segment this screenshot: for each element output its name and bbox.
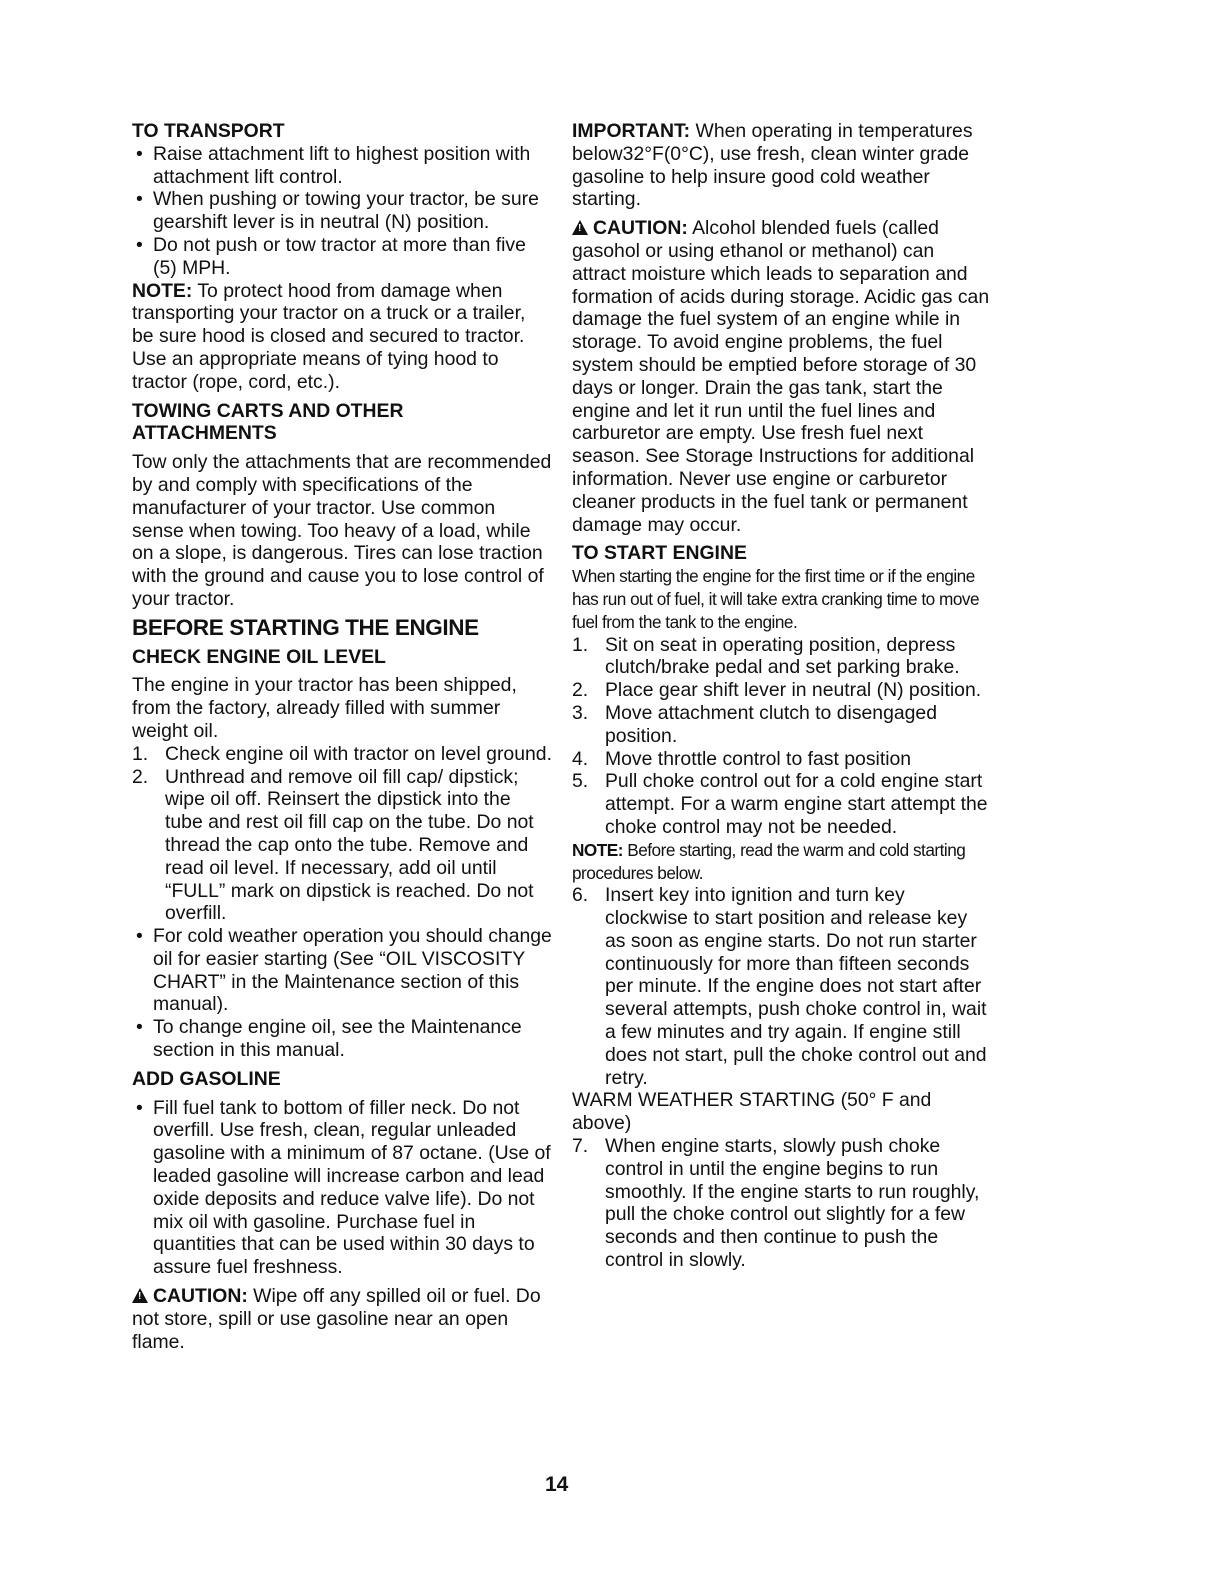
step-number: 2.	[572, 679, 589, 702]
step-number: 2.	[132, 765, 149, 788]
transport-note	[132, 280, 552, 394]
important-label: IMPORTANT:	[572, 120, 691, 142]
step-number: 3.	[572, 701, 589, 724]
warm-weather-heading: WARM WEATHER STARTING (50° F and above)	[572, 1089, 932, 1135]
step-number: 5.	[572, 770, 589, 793]
start-note	[572, 839, 992, 885]
note-text: Before starting, read the warm and cold starting procedures below.	[572, 839, 966, 883]
start-steps-continued	[572, 884, 992, 1089]
transport-heading: TO TRANSPORT	[132, 120, 285, 142]
step-text: Unthread and remove oil fill cap/ dipstick; wipe oil off. Reinsert the dipstick into the tube and rest oil fill cap on the tube. Do not thread the cap onto the tube. Remove and read oil level. If necessary, add oil until “FULL” mark on dipstick is reached. Do not overfill.	[165, 765, 534, 925]
step-text: Pull choke control out for a cold engine start attempt. For a warm engine start attempt the choke control may not be needed.	[605, 770, 988, 838]
start-intro: When starting the engine for the first time or if the engine has run out of fuel, it will take extra cranking time to move fuel from the tank to the engine.	[572, 566, 980, 632]
page-number: 14	[545, 1473, 569, 1496]
list-item: • Raise attachment lift to highest position with attachment lift control.	[132, 143, 552, 189]
step-number: 1.	[572, 633, 589, 656]
list-item	[572, 770, 992, 838]
oil-heading: CHECK ENGINE OIL LEVEL	[132, 645, 386, 668]
note-label: NOTE:	[572, 839, 623, 860]
list-item	[572, 679, 992, 702]
caution-text: Alcohol blended fuels (called gasohol or using ethanol or methanol) can attract moisture which leads to separation and formation of acids during storage. Acidic gas can damage the fuel system of an engine while in storage. To avoid engine problems, the fuel system should be emptied before storage of 30 days or longer. Drain the gas tank, start the engine and let it run until the fuel lines and carburetor are empty. Use fresh fuel next season. See Storage Instructions for additional information. Never use engine or carburetor cleaner products in the fuel tank or permanent damage may occur.	[572, 217, 990, 536]
list-item	[572, 634, 992, 680]
step-text: When engine starts, slowly push choke control in until the engine begins to run smoothly. If the engine starts to run roughly, pull the choke control out slightly for a few seconds and then continue to push the control in slowly.	[605, 1135, 980, 1272]
caution-label: CAUTION:	[153, 1285, 248, 1308]
list-item: • When pushing or towing your tractor, be sure gearshift lever is in neutral (N) position.	[132, 188, 552, 234]
right-column	[572, 120, 992, 1272]
warning-icon	[132, 1288, 148, 1303]
step-text: Move throttle control to fast position	[605, 747, 912, 770]
step-number: 7.	[572, 1135, 589, 1158]
oil-intro: The engine in your tractor has been shipped, from the factory, already filled with summer weight oil.	[132, 674, 517, 742]
caution-paragraph	[132, 1285, 552, 1353]
list-item	[132, 743, 552, 766]
oil-bullets	[132, 925, 552, 1062]
step-number: 6.	[572, 884, 589, 907]
step-number: 4.	[572, 747, 589, 770]
warm-steps	[572, 1135, 992, 1272]
list-item: • To change engine oil, see the Maintenance section in this manual.	[132, 1016, 552, 1062]
step-text: Move attachment clutch to disengaged position.	[605, 701, 937, 747]
step-text: Sit on seat in operating position, depress clutch/brake pedal and set parking brake.	[605, 633, 960, 679]
start-steps	[572, 634, 992, 839]
list-item: • For cold weather operation you should change oil for easier starting (See “OIL VISCOSITY CHART” in the Maintenance section of this manual).	[132, 925, 552, 1016]
caution-label: CAUTION:	[593, 217, 688, 240]
list-item	[132, 766, 552, 926]
note-label: NOTE:	[132, 279, 193, 302]
left-column	[132, 120, 552, 1353]
step-text: Insert key into ignition and turn key clockwise to start position and release key as soon as engine starts. Do not run starter continuously for more than fifteen seconds per minute. If the engine does not start after several attempts, push choke control in, wait a few minutes and try again. If engine still does not start, pull the choke control out and retry.	[605, 884, 987, 1089]
step-text: Check engine oil with tractor on level ground.	[165, 742, 552, 765]
step-text: Place gear shift lever in neutral (N) position.	[605, 679, 982, 702]
list-item	[572, 702, 992, 748]
list-item	[572, 884, 992, 1089]
gas-heading: ADD GASOLINE	[132, 1067, 281, 1090]
transport-list	[132, 143, 552, 280]
towing-heading: TOWING CARTS AND OTHER ATTACHMENTS	[132, 399, 404, 445]
list-item: • Fill fuel tank to bottom of filler neck. Do not overfill. Use fresh, clean, regular unleaded gasoline with a minimum of 87 octane. (Use of leaded gasoline will increase carbon and lead oxide deposits and reduce valve life). Do not mix oil with gasoline. Purchase fuel in quantities that can be used within 30 days to assure fuel freshness.	[132, 1097, 552, 1279]
towing-text: Tow only the attachments that are recommended by and comply with specifications of the manufacturer of your tractor. Use common sense when towing. Too heavy of a load, while on a slope, is dangerous. Tires can lose traction with the ground and cause you to lose control of your tractor.	[132, 451, 552, 610]
oil-steps	[132, 743, 552, 925]
caution-text: Wipe off any spilled oil or fuel. Do not store, spill or use gasoline near an open flame.	[132, 1285, 541, 1353]
gas-bullets	[132, 1097, 552, 1279]
before-starting-heading: BEFORE STARTING THE ENGINE	[132, 614, 479, 640]
start-engine-heading: TO START ENGINE	[572, 542, 747, 565]
note-text: To protect hood from damage when transporting your tractor on a truck or a trailer, be sure hood is closed and secured to tractor. Use an appropriate means of tying hood to tractor (rope, cord, etc.).	[132, 279, 526, 393]
important-text: When operating in temperatures below32°F(0°C), use fresh, clean winter grade gasoline to help insure good cold weather starting.	[572, 120, 973, 211]
caution-paragraph	[572, 217, 992, 536]
important-paragraph	[572, 120, 992, 211]
step-number: 1.	[132, 742, 149, 765]
list-item	[572, 748, 992, 771]
list-item	[572, 1135, 992, 1272]
warning-icon	[572, 220, 588, 235]
list-item: • Do not push or tow tractor at more than five (5) MPH.	[132, 234, 552, 280]
